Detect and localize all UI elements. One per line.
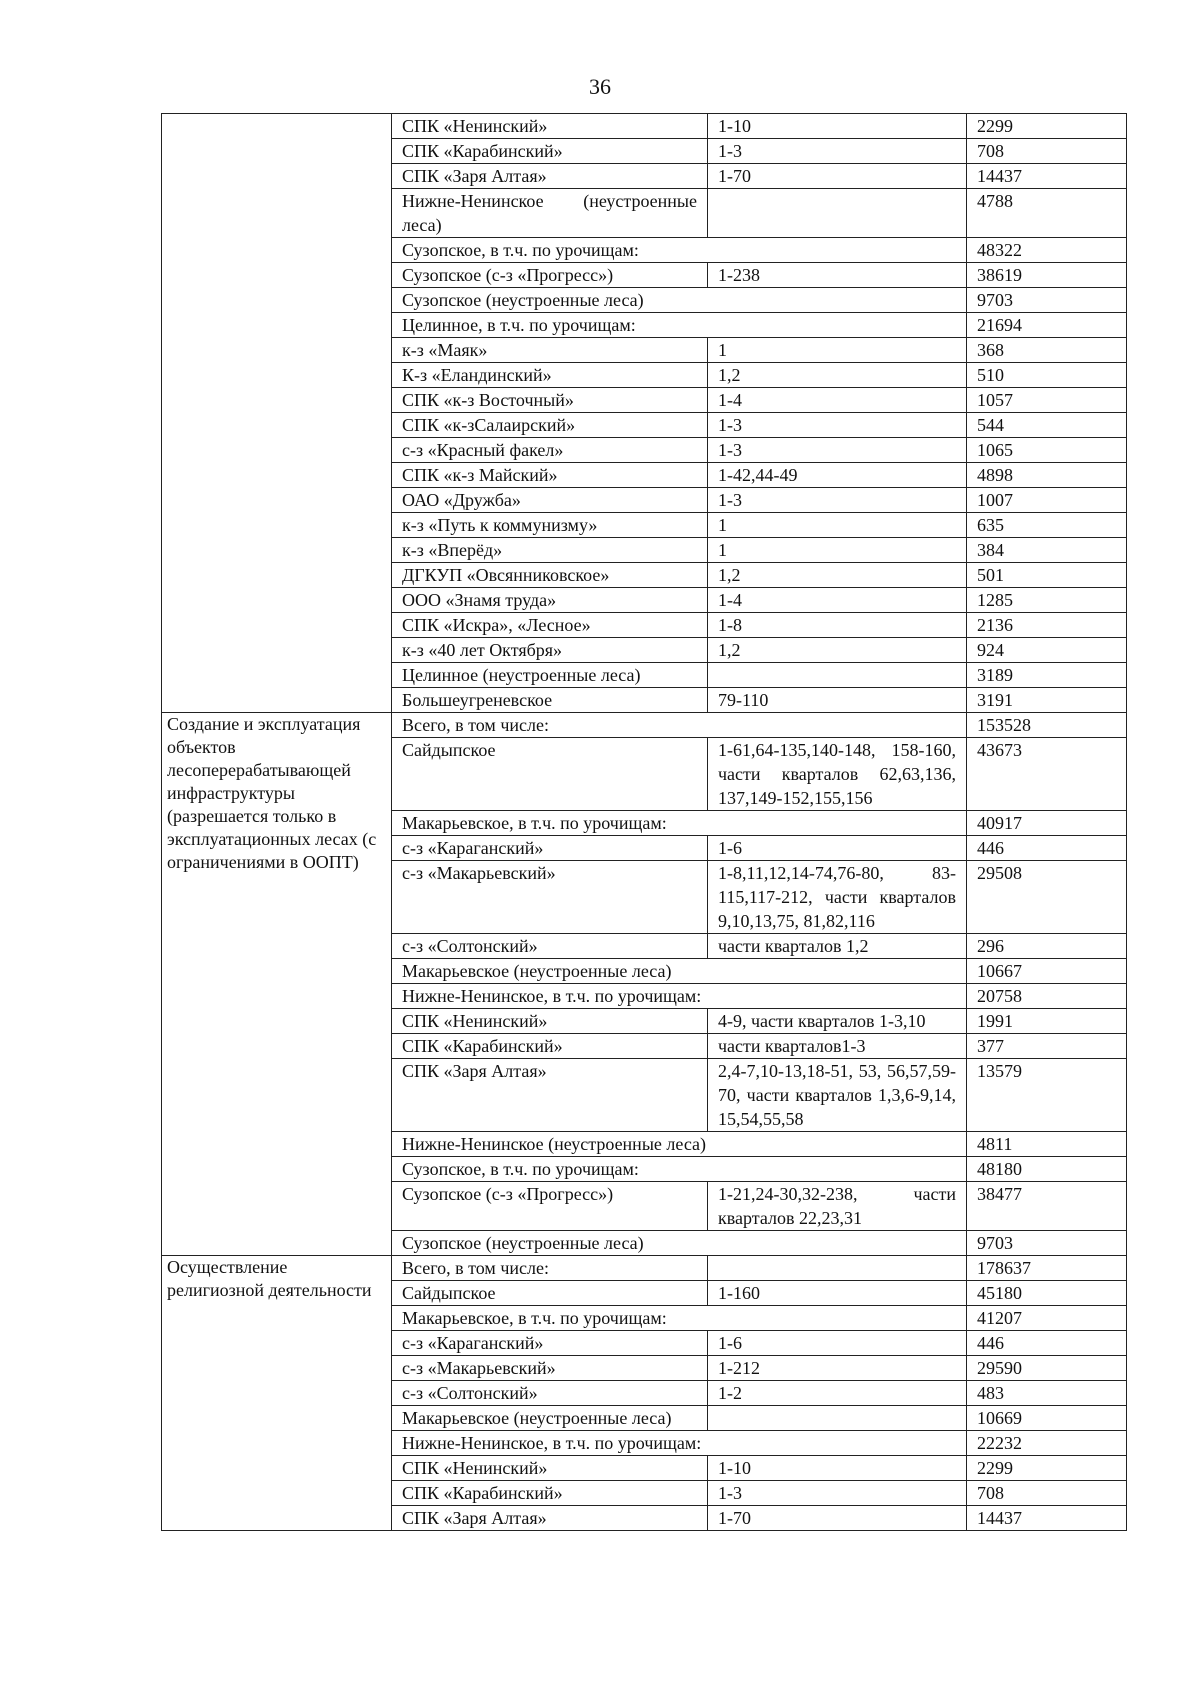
area-cell: 13579 [967,1059,1127,1132]
quarters-cell: 1-61,64-135,140-148, 158-160, части кварталов 62,63,136, 137,149-152,155,156 [708,738,967,811]
tract-name-cell: Сузопское, в т.ч. по урочищам: [392,1157,967,1182]
quarters-cell: 1-3 [708,413,967,438]
tract-name-cell: Сузопское (с-з «Прогресс») [392,1182,708,1231]
area-cell: 708 [967,1481,1127,1506]
tract-name-cell: СПК «к-зСалаирский» [392,413,708,438]
area-cell: 29508 [967,861,1127,934]
tract-name-cell: СПК «Заря Алтая» [392,164,708,189]
tract-name-cell: к-з «40 лет Октября» [392,638,708,663]
area-cell: 377 [967,1034,1127,1059]
area-cell: 40917 [967,811,1127,836]
tract-name-cell: СПК «Карабинский» [392,1481,708,1506]
area-cell: 296 [967,934,1127,959]
area-cell: 9703 [967,1231,1127,1256]
area-cell: 483 [967,1381,1127,1406]
area-cell: 1065 [967,438,1127,463]
quarters-cell: 1-10 [708,1456,967,1481]
tract-name-cell: Макарьевское (неустроенные леса) [392,1406,708,1431]
quarters-cell: 1-42,44-49 [708,463,967,488]
area-cell: 4898 [967,463,1127,488]
area-cell: 446 [967,1331,1127,1356]
area-cell: 446 [967,836,1127,861]
quarters-cell: 1 [708,538,967,563]
quarters-cell: 2,4-7,10-13,18-51, 53, 56,57,59-70, части кварталов 1,3,6-9,14, 15,54,55,58 [708,1059,967,1132]
quarters-cell [708,1406,967,1431]
area-cell: 510 [967,363,1127,388]
tract-name-cell: Сузопское, в т.ч. по урочищам: [392,238,967,263]
area-cell: 4788 [967,189,1127,238]
tract-name-cell: СПК «к-з Восточный» [392,388,708,413]
quarters-cell: 1-6 [708,1331,967,1356]
area-cell: 20758 [967,984,1127,1009]
tract-name-cell: СПК «Ненинский» [392,1456,708,1481]
purpose-cell [162,114,392,713]
quarters-cell: 1-8,11,12,14-74,76-80, 83-115,117-212, части кварталов 9,10,13,75, 81,82,116 [708,861,967,934]
tract-name-cell: Макарьевское (неустроенные леса) [392,959,967,984]
quarters-cell: 1-10 [708,114,967,139]
tract-name-cell: СПК «к-з Майский» [392,463,708,488]
quarters-cell: 79-110 [708,688,967,713]
tract-name-cell: к-з «Путь к коммунизму» [392,513,708,538]
tract-name-cell: Сузопское (неустроенные леса) [392,1231,967,1256]
tract-name-cell: с-з «Макарьевский» [392,861,708,934]
tract-name-cell: Целинное, в т.ч. по урочищам: [392,313,967,338]
tract-name-cell: СПК «Карабинский» [392,1034,708,1059]
tract-name-cell: СПК «Ненинский» [392,1009,708,1034]
quarters-cell: 1 [708,513,967,538]
quarters-cell: 1-3 [708,1481,967,1506]
area-cell: 21694 [967,313,1127,338]
quarters-cell: 1-3 [708,139,967,164]
quarters-cell: 1-8 [708,613,967,638]
tract-name-cell: Нижне-Ненинское (неустроенные леса) [392,189,708,238]
area-cell: 48180 [967,1157,1127,1182]
area-cell: 1991 [967,1009,1127,1034]
tract-name-cell: Нижне-Ненинское, в т.ч. по урочищам: [392,1431,967,1456]
table-row [162,713,1127,738]
quarters-cell: 1 [708,338,967,363]
area-cell: 14437 [967,164,1127,189]
area-cell: 384 [967,538,1127,563]
quarters-cell: 1-212 [708,1356,967,1381]
quarters-cell: 1,2 [708,563,967,588]
area-cell: 2299 [967,1456,1127,1481]
area-cell: 10669 [967,1406,1127,1431]
quarters-cell: 1-2 [708,1381,967,1406]
forest-usage-table [161,113,1127,1531]
tract-name-cell: Макарьевское, в т.ч. по урочищам: [392,1306,967,1331]
tract-name-cell: Сузопское (с-з «Прогресс») [392,263,708,288]
quarters-cell [708,663,967,688]
tract-name-cell: СПК «Заря Алтая» [392,1059,708,1132]
area-cell: 1007 [967,488,1127,513]
area-cell: 43673 [967,738,1127,811]
tract-name-cell: Всего, в том числе: [392,713,967,738]
tract-name-cell: Макарьевское, в т.ч. по урочищам: [392,811,967,836]
quarters-cell: 1-70 [708,1506,967,1531]
tract-name-cell: СПК «Карабинский» [392,139,708,164]
area-cell: 38619 [967,263,1127,288]
tract-name-cell: К-з «Еландинский» [392,363,708,388]
tract-name-cell: с-з «Красный факел» [392,438,708,463]
area-cell: 41207 [967,1306,1127,1331]
area-cell: 9703 [967,288,1127,313]
area-cell: 924 [967,638,1127,663]
quarters-cell: 1-70 [708,164,967,189]
tract-name-cell: Сузопское (неустроенные леса) [392,288,967,313]
area-cell: 708 [967,139,1127,164]
tract-name-cell: ООО «Знамя труда» [392,588,708,613]
tract-name-cell: к-з «Вперёд» [392,538,708,563]
area-cell: 635 [967,513,1127,538]
area-cell: 2136 [967,613,1127,638]
quarters-cell: 1-3 [708,488,967,513]
area-cell: 10667 [967,959,1127,984]
page-number: 36 [589,74,611,99]
tract-name-cell: СПК «Заря Алтая» [392,1506,708,1531]
tract-name-cell: ДГКУП «Овсянниковское» [392,563,708,588]
quarters-cell: 1-4 [708,388,967,413]
area-cell: 178637 [967,1256,1127,1281]
quarters-cell: 1-21,24-30,32-238, части кварталов 22,23,31 [708,1182,967,1231]
area-cell: 1285 [967,588,1127,613]
tract-name-cell: Нижне-Ненинское (неустроенные леса) [392,1132,967,1157]
tract-name-cell: с-з «Макарьевский» [392,1356,708,1381]
quarters-cell: 1-238 [708,263,967,288]
area-cell: 501 [967,563,1127,588]
tract-name-cell: Сайдыпское [392,1281,708,1306]
quarters-cell [708,189,967,238]
tract-name-cell: к-з «Маяк» [392,338,708,363]
quarters-cell: 1-3 [708,438,967,463]
tract-name-cell: с-з «Солтонский» [392,934,708,959]
tract-name-cell: СПК «Искра», «Лесное» [392,613,708,638]
purpose-cell: Создание и эксплуатация объектов лесоперерабатывающей инфраструктуры (разрешается только в эксплуатационных лесах (с ограничениями в ООПТ) [162,713,392,1256]
tract-name-cell: с-з «Солтонский» [392,1381,708,1406]
area-cell: 3191 [967,688,1127,713]
area-cell: 368 [967,338,1127,363]
area-cell: 48322 [967,238,1127,263]
table-row [162,114,1127,139]
quarters-cell: 1,2 [708,363,967,388]
tract-name-cell: Большеугреневское [392,688,708,713]
quarters-cell: 1-6 [708,836,967,861]
area-cell: 1057 [967,388,1127,413]
tract-name-cell: Сайдыпское [392,738,708,811]
tract-name-cell: с-з «Караганский» [392,1331,708,1356]
tract-name-cell: СПК «Ненинский» [392,114,708,139]
area-cell: 3189 [967,663,1127,688]
quarters-cell: 1-4 [708,588,967,613]
tract-name-cell: Целинное (неустроенные леса) [392,663,708,688]
area-cell: 14437 [967,1506,1127,1531]
quarters-cell: части кварталов1-3 [708,1034,967,1059]
area-cell: 45180 [967,1281,1127,1306]
tract-name-cell: Всего, в том числе: [392,1256,708,1281]
tract-name-cell: с-з «Караганский» [392,836,708,861]
tract-name-cell: Нижне-Ненинское, в т.ч. по урочищам: [392,984,967,1009]
tract-name-cell: ОАО «Дружба» [392,488,708,513]
area-cell: 22232 [967,1431,1127,1456]
quarters-cell: 4-9, части кварталов 1-3,10 [708,1009,967,1034]
quarters-cell [708,1256,967,1281]
quarters-cell: 1,2 [708,638,967,663]
area-cell: 38477 [967,1182,1127,1231]
area-cell: 29590 [967,1356,1127,1381]
area-cell: 153528 [967,713,1127,738]
area-cell: 4811 [967,1132,1127,1157]
quarters-cell: части кварталов 1,2 [708,934,967,959]
area-cell: 544 [967,413,1127,438]
table-row [162,1256,1127,1281]
quarters-cell: 1-160 [708,1281,967,1306]
purpose-cell: Осуществление религиозной деятельности [162,1256,392,1531]
area-cell: 2299 [967,114,1127,139]
